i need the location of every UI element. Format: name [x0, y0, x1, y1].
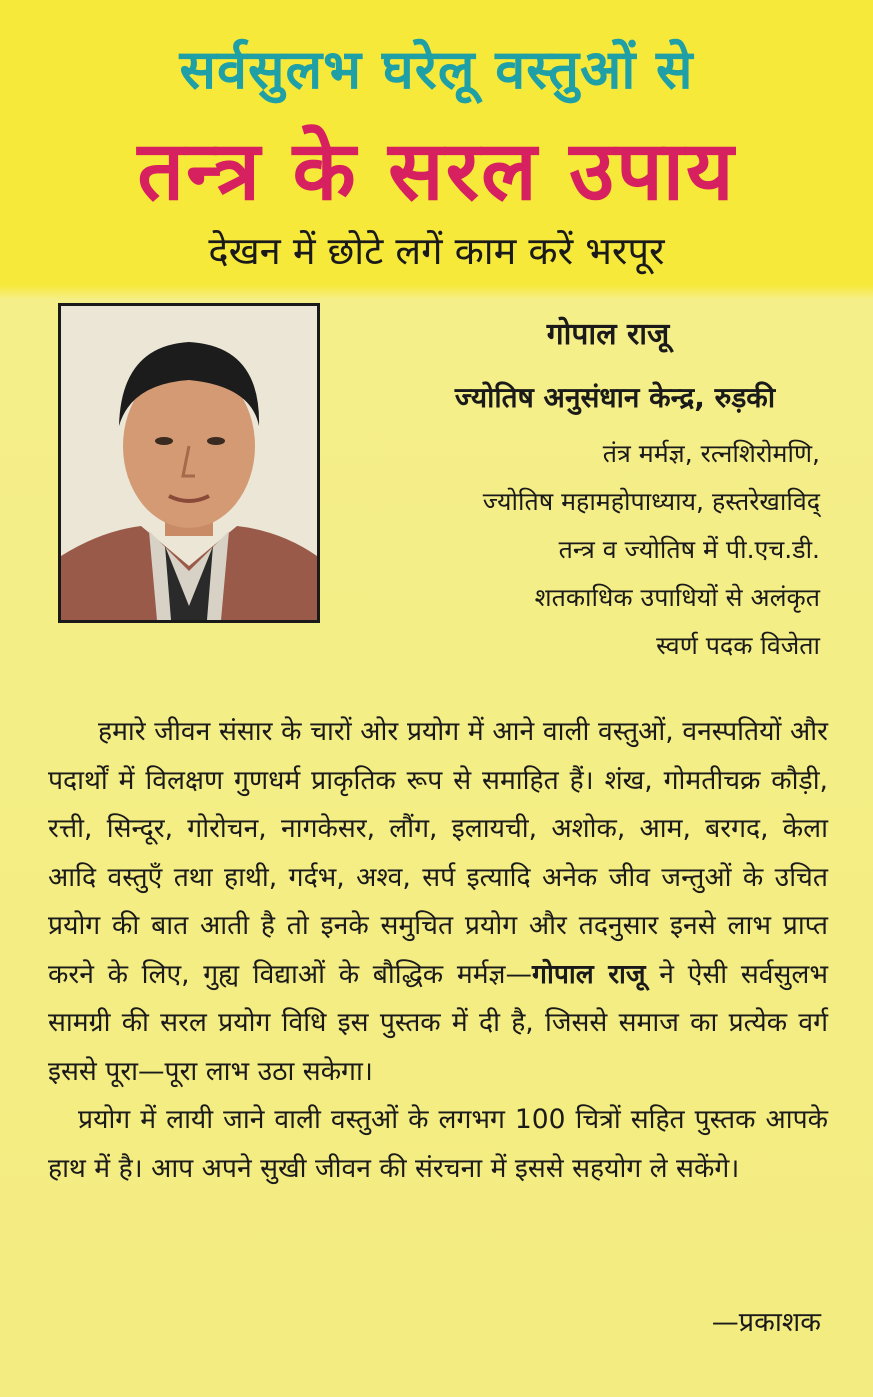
tagline: देखन में छोटे लगें काम करें भरपूर	[208, 229, 665, 273]
publisher-signature: —प्रकाशक	[711, 1307, 821, 1338]
credential-line: ज्योतिष महामहोपाध्याय, हस्तरेखाविद्	[482, 487, 820, 516]
author-organization: ज्योतिष अनुसंधान केन्द्र, रुड़की	[454, 381, 776, 414]
author-photo	[58, 303, 320, 623]
author-credentials	[360, 430, 820, 670]
main-title: तन्त्र के सरल उपाय	[137, 124, 736, 219]
author-name-inline: गोपाल राजू	[532, 958, 646, 990]
credential-line: तंत्र मर्मज्ञ, रत्नशिरोमणि,	[602, 439, 820, 468]
description	[48, 708, 828, 1193]
description-paragraph-2: प्रयोग में लायी जाने वाली वस्तुओं के लगभग 100 चित्रों सहित पुस्तक आपके हाथ में है। आप अपने सुखी जीवन की संरचना में इससे सहयोग ले सकेंगे।	[48, 1104, 828, 1184]
paragraph-text: ने ऐसी सर्वसुलभ सामग्री की सरल प्रयोग विधि इस पुस्तक में दी है, जिससे समाज का प्रत्येक वर्ग इससे पूरा—पूरा लाभ उठा सकेगा।	[48, 958, 828, 1087]
paragraph-text: हमारे जीवन संसार के चारों ओर प्रयोग में आने वाली वस्तुओं, वनस्पतियों और पदार्थों में विलक्षण गुणधर्म प्राकृतिक रूप से समाहित हैं। शंख, गोमतीचक्र कौड़ी, रत्ती, सिन्दूर, गोरोचन, नागकेसर, लौंग, इलायची, अशोक, आम, बरगद, केला आदि वस्तुएँ तथा हाथी, गर्दभ, अश्व, सर्प इत्यादि अनेक जीव जन्तुओं के उचित प्रयोग की बात आती है तो इनके समुचित प्रयोग और तदनुसार इनसे लाभ प्राप्त करने के लिए, गुह्य विद्याओं के बौद्धिक मर्मज्ञ—	[48, 716, 828, 990]
sub-title: सर्वसुलभ घरेलू वस्तुओं से	[179, 38, 694, 101]
credential-line: शतकाधिक उपाधियों से अलंकृत	[534, 583, 820, 612]
author-name: गोपाल राजू	[546, 317, 670, 352]
description-paragraph-1	[48, 708, 828, 1096]
header	[0, 0, 873, 290]
credential-line: स्वर्ण पदक विजेता	[656, 631, 820, 660]
author-portrait-icon	[61, 306, 317, 620]
credential-line: तन्त्र व ज्योतिष में पी.एच.डी.	[558, 535, 820, 564]
